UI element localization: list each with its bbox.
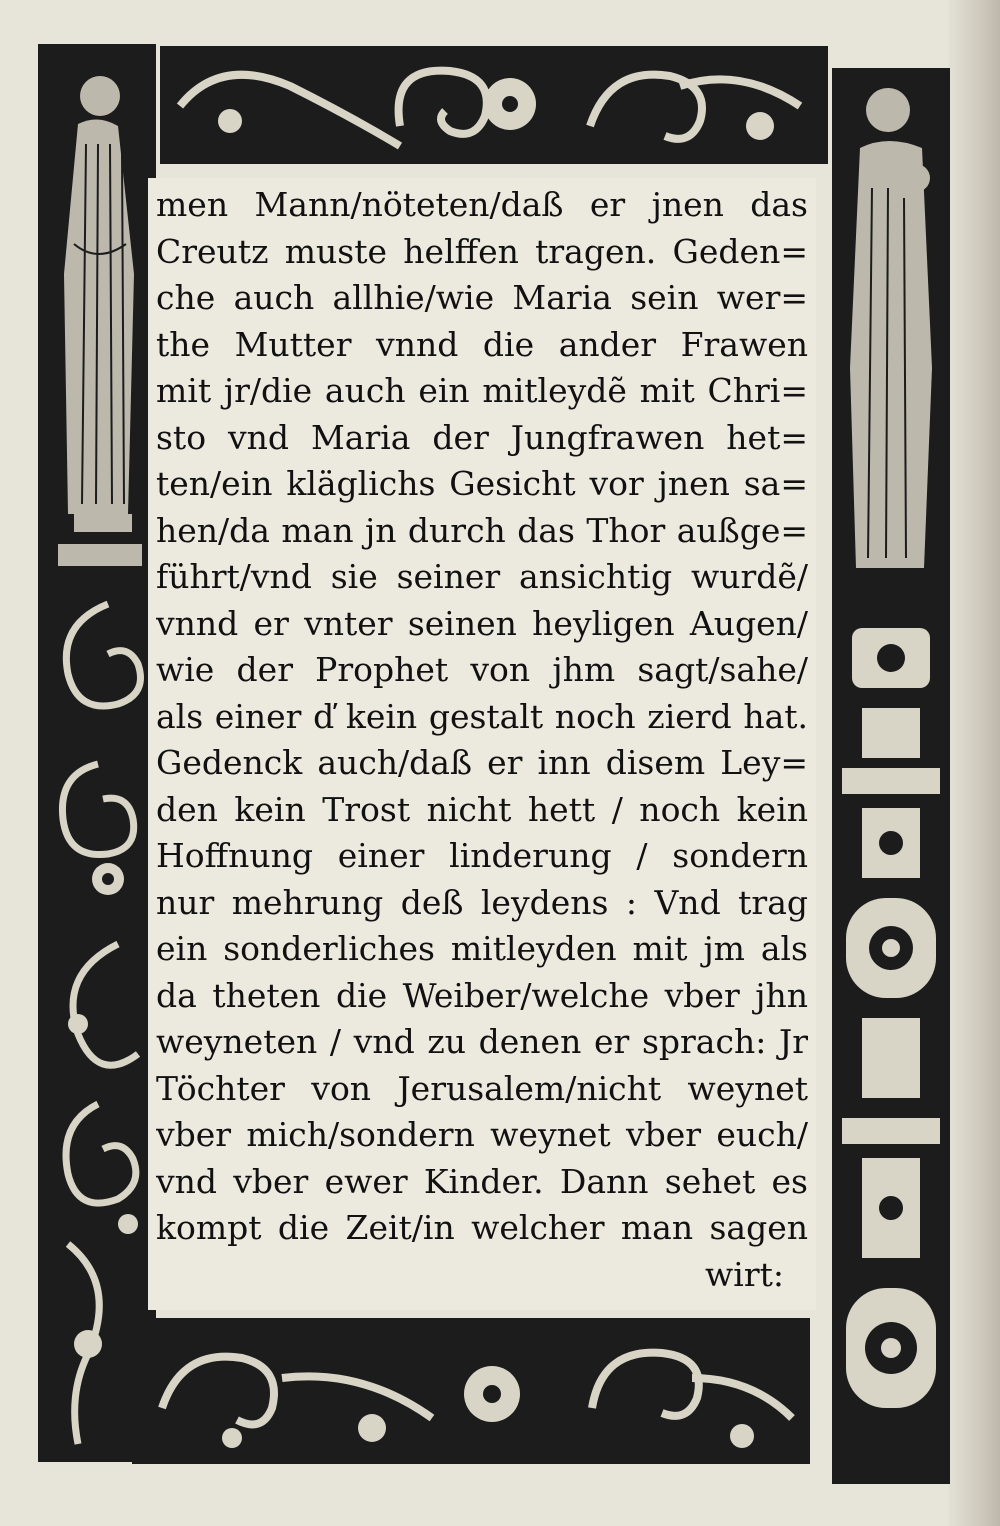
text-line: mit jr/die auch ein mitleydẽ mit Chri= — [156, 371, 808, 410]
text-line: che auch allhie/wie Maria sein wer= — [156, 278, 808, 317]
text-line: vnnd er vnter seinen heyligen Augen/ — [156, 603, 808, 643]
text-line: hen/da man jn durch das Thor außge= — [156, 510, 808, 550]
page-gutter — [948, 0, 1000, 1526]
text-line: nur mehrung deß leydens : Vnd trag — [156, 882, 808, 922]
text-line: ein sonderliches mitleyden mit jm als — [156, 929, 808, 968]
text-line: führt/vnd sie seiner ansichtig wurdẽ/ — [156, 557, 808, 596]
text-line: the Mutter vnnd die ander Frawen — [156, 324, 808, 364]
text-line: weyneten / vnd zu denen er sprach: Jr — [156, 1022, 808, 1061]
text-line: sto vnd Maria der Jungfrawen het= — [156, 417, 808, 457]
text-line: Creutz muste helffen tragen. Geden= — [156, 231, 808, 271]
text-line: als einer ď kein gestalt noch zierd hat. — [156, 696, 808, 736]
text-block — [148, 178, 816, 1310]
text-line: da theten die Weiber/welche vber jhn — [156, 975, 808, 1015]
text-line: wirt: — [705, 1254, 784, 1294]
text-line: den kein Trost nicht hett / noch kein — [156, 789, 808, 829]
text-line: Hoffnung einer linderung / sondern — [156, 836, 808, 875]
text-line: wie der Prophet von jhm sagt/sahe/ — [156, 650, 808, 689]
text-line: men Mann/nöteten/daß er jnen das — [156, 185, 808, 224]
text-line: kompt die Zeit/in welcher man sagen — [156, 1208, 808, 1247]
text-line: Gedenck auch/daß er inn disem Ley= — [156, 743, 808, 782]
text-line: Töchter von Jerusalem/nicht weynet — [156, 1068, 808, 1108]
woodcut-border-right-icon — [832, 68, 950, 1484]
text-line: vnd vber ewer Kinder. Dann sehet es — [156, 1161, 808, 1201]
text-line: vber mich/sondern weynet vber euch/ — [156, 1115, 808, 1154]
woodcut-border-left-icon — [38, 44, 156, 1462]
woodcut-border-top-icon — [160, 46, 828, 164]
text-line: ten/ein kläglichs Gesicht vor jnen sa= — [156, 464, 808, 503]
woodcut-border-bottom-icon — [132, 1318, 810, 1464]
